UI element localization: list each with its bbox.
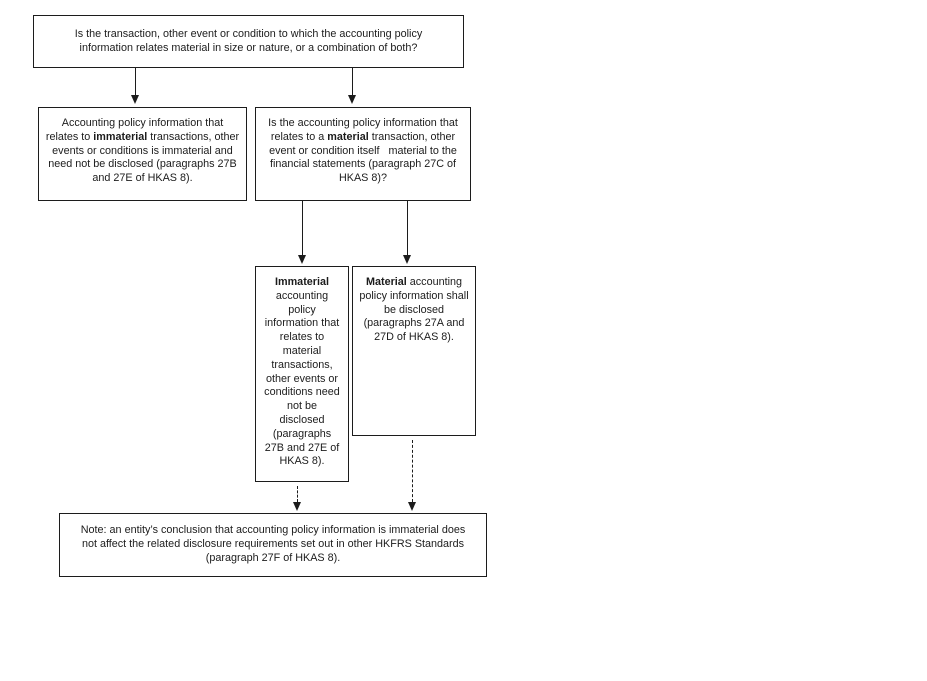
text-segment: Accounting policy information that relates to — [45, 117, 224, 143]
top-question-box — [33, 15, 464, 68]
note-text: Note: an entity’s conclusion that accounting policy information is immaterial does not affect the related disclosure requirements set out in other HKFRS Standards (paragraph 27F of HKAS 8). — [80, 524, 466, 564]
text-segment: accounting policy information that relates to material transactions, other events or conditions need not be disclosed (paragraphs 27B and 27E of HKAS 8). — [264, 289, 340, 468]
immaterial-relates-box — [38, 107, 247, 201]
text-segment: Is the accounting policy information that relates to a — [268, 117, 458, 143]
dashed-arrow-material-to-note — [407, 440, 417, 511]
arrow-question-to-immaterial-narrow — [297, 201, 307, 264]
arrow-line — [302, 201, 303, 255]
arrowhead-down-icon — [293, 502, 301, 511]
dashed-arrow-immaterial-to-note — [292, 486, 302, 511]
arrow-top-to-material-question — [347, 67, 357, 104]
arrowhead-down-icon — [348, 95, 356, 104]
arrowhead-down-icon — [298, 255, 306, 264]
text-segment: transactions, other events or conditions is immaterial and need not be disclosed (paragraphs 27B and 27E of HKAS 8). — [48, 130, 240, 185]
note-box — [59, 513, 487, 577]
arrowhead-down-icon — [131, 95, 139, 104]
arrow-line — [352, 67, 353, 95]
text-segment-bold: Immaterial — [274, 276, 329, 288]
immaterial-narrow-text — [264, 276, 340, 467]
immaterial-relates-text — [46, 117, 239, 184]
material-question-text — [268, 117, 458, 184]
text-segment: accounting policy information shall be disclosed (paragraphs 27A and 27D of HKAS 8). — [359, 276, 469, 344]
arrowhead-down-icon — [408, 502, 416, 511]
arrow-top-to-immaterial-relates — [130, 67, 140, 104]
top-question-text: Is the transaction, other event or condition to which the accounting policy information relates material in size or nature, or a combination of both? — [74, 27, 423, 54]
material-disclose-box — [352, 266, 476, 436]
text-segment-bold: immaterial — [93, 130, 148, 143]
arrow-line — [135, 67, 136, 95]
text-segment-bold: material — [327, 130, 369, 143]
material-question-box — [255, 107, 471, 201]
dashed-arrow-line — [412, 440, 413, 502]
arrowhead-down-icon — [403, 255, 411, 264]
material-disclose-text — [359, 276, 468, 343]
arrow-question-to-material-disclose — [402, 201, 412, 264]
immaterial-narrow-box — [255, 266, 349, 482]
text-segment: transaction, other event or condition itself material to the financial statements (paragraph 27C of HKAS 8)? — [269, 130, 457, 185]
arrow-line — [407, 201, 408, 255]
text-segment-bold: Material — [365, 276, 407, 288]
dashed-arrow-line — [297, 486, 298, 502]
